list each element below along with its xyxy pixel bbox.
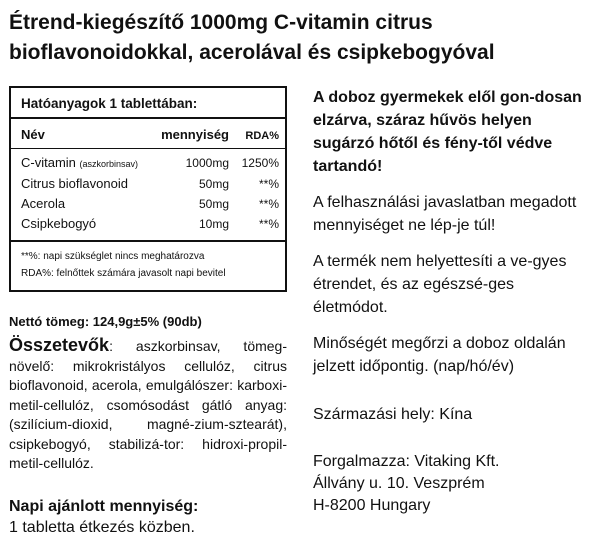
nutrition-table-columns (11, 119, 285, 149)
ingredients (9, 336, 287, 474)
row-name: Csipkebogyó (21, 216, 97, 231)
best-before-note: Minőségét megőrzi a doboz oldalán jelzett időpontig. (nap/hó/év) (313, 335, 566, 375)
distributor-address: Állvány u. 10. Veszprém (313, 475, 485, 492)
row-amount: 50mg (198, 177, 229, 191)
row-amount: 50mg (198, 197, 229, 211)
table-row (21, 174, 279, 194)
diet-note: A termék nem helyettesíti a ve-gyes étrendet, és az egészsé-ges életmódot. (313, 253, 567, 316)
row-amount: 1000mg (185, 156, 229, 170)
product-title-line-1: Étrend-kiegészítő 1000mg C-vitamin citrus (9, 11, 433, 34)
ingredients-label: Összetevők (9, 335, 110, 355)
column-rda: RDA% (245, 130, 279, 142)
product-title-line-2: bioflavonoidokkal, acerolával és csipkebogyóval (9, 41, 495, 64)
nutrition-table-body (11, 149, 285, 242)
nutrition-table-notes (11, 242, 285, 290)
dose-warning: A felhasználási javaslatban megadott mennyiséget ne lép-je túl! (313, 194, 577, 234)
distributor (313, 451, 589, 517)
table-row (21, 194, 279, 214)
note-rda-definition: RDA%: felnőttek számára javasolt napi bevitel (21, 268, 226, 279)
row-name: Acerola (21, 196, 66, 211)
column-amount: mennyiség (161, 127, 229, 142)
daily-dose-text: 1 tabletta étkezés közben. (9, 518, 195, 536)
net-weight: Nettó tömeg: 124,9g±5% (90db) (9, 314, 202, 329)
row-rda: **% (258, 197, 279, 211)
storage-warning: A doboz gyermekek elől gon-dosan elzárva, száraz hűvös helyen sugárzó hőtől és fény-től védve tartandó! (313, 89, 582, 175)
right-column (313, 86, 589, 517)
column-name: Név (21, 127, 45, 142)
row-name: Citrus bioflavonoid (21, 176, 128, 191)
distributor-name: Forgalmazza: Vitaking Kft. (313, 453, 500, 470)
product-title (9, 8, 594, 68)
row-subname: (aszkorbinsav) (79, 159, 139, 169)
left-column (9, 86, 287, 538)
ingredients-text: : aszkorbinsav, tömeg-növelő: mikrokristályos cellulóz, citrus bioflavonoid, acerola, emulgálószer: karboxi-metil-cellulóz, csomósodást gátló anyag: (szilícium-dioxid, magné-zium-sztearát), csipkebogyó, stabilizá-tor: hidroxi-propil-metil-cellulóz. (9, 338, 287, 471)
table-row (21, 153, 279, 174)
row-amount: 10mg (198, 217, 229, 231)
daily-dose-heading: Napi ajánlott mennyiség: (9, 497, 199, 515)
note-no-requirement: **%: napi szükséglet nincs meghatározva (21, 251, 205, 262)
distributor-country: H-8200 Hungary (313, 497, 431, 514)
nutrition-table-heading: Hatóanyagok 1 tablettában: (11, 88, 285, 119)
row-rda: **% (258, 177, 279, 191)
row-rda: 1250% (241, 156, 279, 170)
nutrition-table (9, 86, 287, 292)
table-row (21, 214, 279, 234)
origin: Származási hely: Kína (313, 406, 473, 423)
row-name: C-vitamin (aszkorbinsav) (21, 155, 139, 170)
row-rda: **% (258, 217, 279, 231)
